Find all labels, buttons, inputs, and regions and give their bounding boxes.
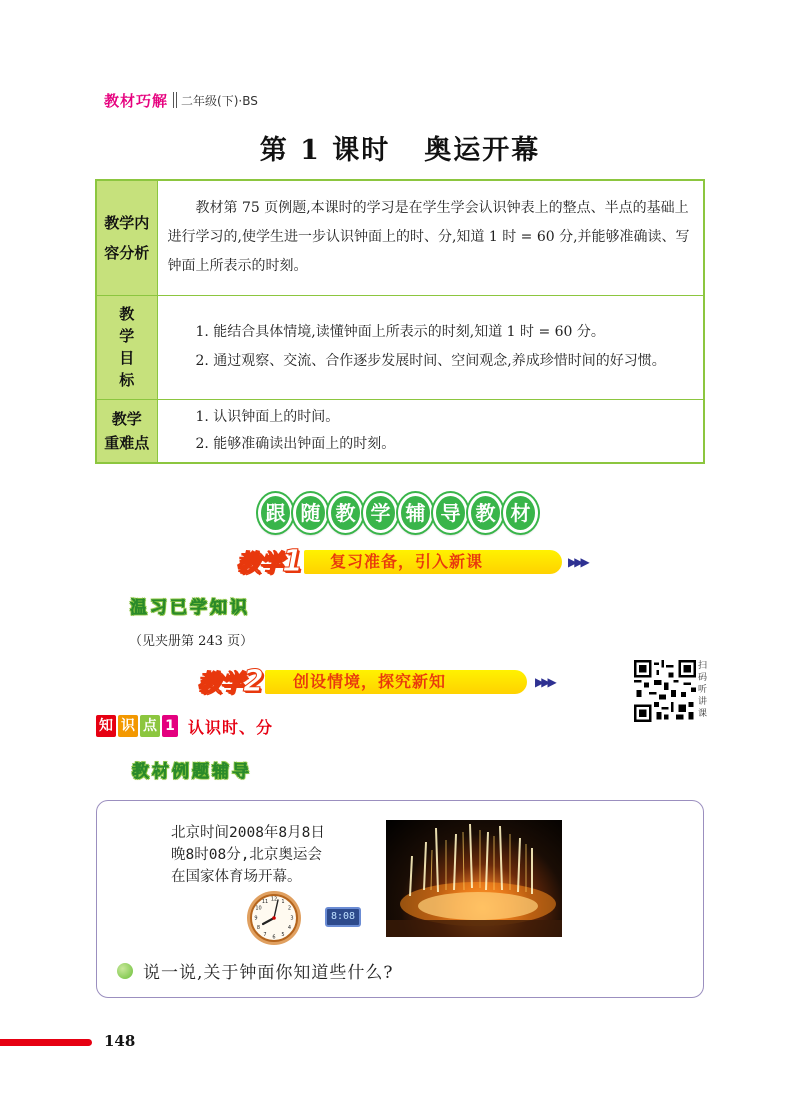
running-header xyxy=(104,90,258,110)
step-title: 复习准备，引入新课 xyxy=(330,552,484,571)
lesson-title xyxy=(0,128,800,167)
step-badge xyxy=(236,546,302,578)
kp-char: 识 xyxy=(118,715,138,737)
tag-char: 题 xyxy=(192,762,209,782)
table-row xyxy=(96,180,704,295)
tag-char: 导 xyxy=(232,762,249,782)
banner-char: 辅 xyxy=(398,493,433,533)
header-divider xyxy=(173,92,177,108)
tag-char: 教 xyxy=(132,762,149,782)
label-char: 标 xyxy=(119,371,135,389)
content-paragraph: 2. 通过观察、交流、合作逐步发展时间、空间观念,养成珍惜时间的好习惯。 xyxy=(195,353,666,369)
analog-clock-icon xyxy=(246,890,302,946)
digital-clock-display: 8:08 xyxy=(325,907,361,927)
review-knowledge-tag xyxy=(130,595,250,621)
tag-char: 辅 xyxy=(212,762,229,782)
tag-char: 知 xyxy=(210,598,227,618)
label-char: 学 xyxy=(119,327,135,345)
tag-char: 已 xyxy=(170,598,187,618)
tag-char: 材 xyxy=(152,762,169,782)
content-paragraph: 1. 认识钟面上的时间。 xyxy=(195,408,340,425)
banner-char: 跟 xyxy=(258,493,293,533)
svg-text:9: 9 xyxy=(254,915,258,922)
footer-accent-bar xyxy=(0,1039,92,1046)
fireworks-stadium-image xyxy=(386,820,562,937)
reference-note: （见夹册第 243 页） xyxy=(129,634,254,649)
step-badge-text: 教学 xyxy=(236,549,282,577)
tag-char: 例 xyxy=(172,762,189,782)
follow-guide-banner xyxy=(258,493,538,535)
label-char: 教 xyxy=(119,305,135,323)
svg-text:7: 7 xyxy=(263,932,267,938)
svg-text:1: 1 xyxy=(281,899,285,905)
discussion-prompt xyxy=(117,958,394,983)
label-line: 教学 xyxy=(111,409,142,428)
example-line: 在国家体育场开幕。 xyxy=(171,869,302,885)
qr-caption-char: 码 xyxy=(698,673,708,683)
arrow-icon: ▶▶▶ xyxy=(568,555,587,569)
bullet-icon xyxy=(117,963,133,979)
kp-char: 知 xyxy=(96,715,116,737)
qr-caption-char: 讲 xyxy=(698,697,708,707)
label-line: 教学内 xyxy=(104,213,150,232)
svg-text:11: 11 xyxy=(261,899,269,905)
svg-text:3: 3 xyxy=(290,915,294,922)
banner-char: 导 xyxy=(433,493,468,533)
example-line: 北京时间2008年8月8日 xyxy=(171,825,325,841)
row-label-teaching-goals xyxy=(96,295,157,399)
page-number: 148 xyxy=(104,1032,136,1050)
svg-text:4: 4 xyxy=(287,925,292,931)
lesson-info-table xyxy=(95,179,705,464)
row-label-content-analysis xyxy=(96,180,157,295)
example-line: 晚8时08分,北京奥运会 xyxy=(171,847,322,863)
step-2-banner xyxy=(197,666,561,698)
knowledge-point-heading xyxy=(96,714,273,738)
qr-caption xyxy=(698,660,710,720)
svg-text:12: 12 xyxy=(270,896,278,903)
step-badge-number: 1 xyxy=(282,544,302,579)
lesson-number: 第 1 课时 xyxy=(259,135,391,166)
tag-char: 温 xyxy=(130,598,147,618)
content-paragraph: 1. 能结合具体情境,读懂钟面上所表示的时刻,知道 1 时 = 60 分。 xyxy=(195,324,605,340)
svg-text:8: 8 xyxy=(256,925,261,931)
tag-char: 识 xyxy=(230,598,247,618)
banner-char: 学 xyxy=(363,493,398,533)
svg-text:10: 10 xyxy=(255,905,262,912)
svg-text:6: 6 xyxy=(272,934,276,941)
kp-char: 点 xyxy=(140,715,160,737)
row-content xyxy=(157,399,704,463)
label-line: 重难点 xyxy=(104,433,150,452)
example-text xyxy=(171,822,381,888)
banner-char: 教 xyxy=(468,493,503,533)
row-content xyxy=(157,295,704,399)
step-badge xyxy=(197,666,263,698)
olympic-opening-photo xyxy=(386,820,562,937)
svg-text:5: 5 xyxy=(281,932,285,938)
step-badge-number: 2 xyxy=(243,664,263,699)
banner-char: 随 xyxy=(293,493,328,533)
step-1-banner xyxy=(236,546,596,578)
qr-caption-char: 听 xyxy=(698,685,708,695)
row-label-key-points xyxy=(96,399,157,463)
grade-label: 二年级(下)·BS xyxy=(181,93,258,108)
arrow-icon: ▶▶▶ xyxy=(535,675,554,689)
qr-code-icon[interactable] xyxy=(634,660,696,722)
table-row xyxy=(96,399,704,463)
lesson-name: 奥运开幕 xyxy=(424,135,541,166)
banner-char: 教 xyxy=(328,493,363,533)
content-paragraph: 教材第 75 页例题,本课时的学习是在学生学会认识钟表上的整点、半点的基础上进行学习的,使学生进一步认识钟面上的时、分,知道 1 时 = 60 分,并能够准确读、写钟面上所表示的时刻。 xyxy=(167,200,690,275)
step-title: 创设情境，探究新知 xyxy=(293,672,447,691)
kp-number: 1 xyxy=(162,715,178,737)
qr-caption-char: 扫 xyxy=(698,661,708,671)
label-line: 容分析 xyxy=(104,243,150,262)
kp-title: 认识时、分 xyxy=(188,717,274,737)
svg-text:2: 2 xyxy=(287,905,292,912)
content-paragraph: 2. 能够准确读出钟面上的时刻。 xyxy=(195,435,396,452)
banner-char: 材 xyxy=(503,493,538,533)
prompt-text: 说一说,关于钟面你知道些什么? xyxy=(143,963,394,983)
label-char: 目 xyxy=(119,349,135,367)
example-guide-tag xyxy=(132,759,252,785)
step-badge-text: 教学 xyxy=(197,669,243,697)
row-content xyxy=(157,180,704,295)
tag-char: 习 xyxy=(150,598,167,618)
table-row xyxy=(96,295,704,399)
qr-caption-char: 课 xyxy=(698,709,708,719)
tag-char: 学 xyxy=(190,598,207,618)
book-brand: 教材巧解 xyxy=(104,91,169,110)
